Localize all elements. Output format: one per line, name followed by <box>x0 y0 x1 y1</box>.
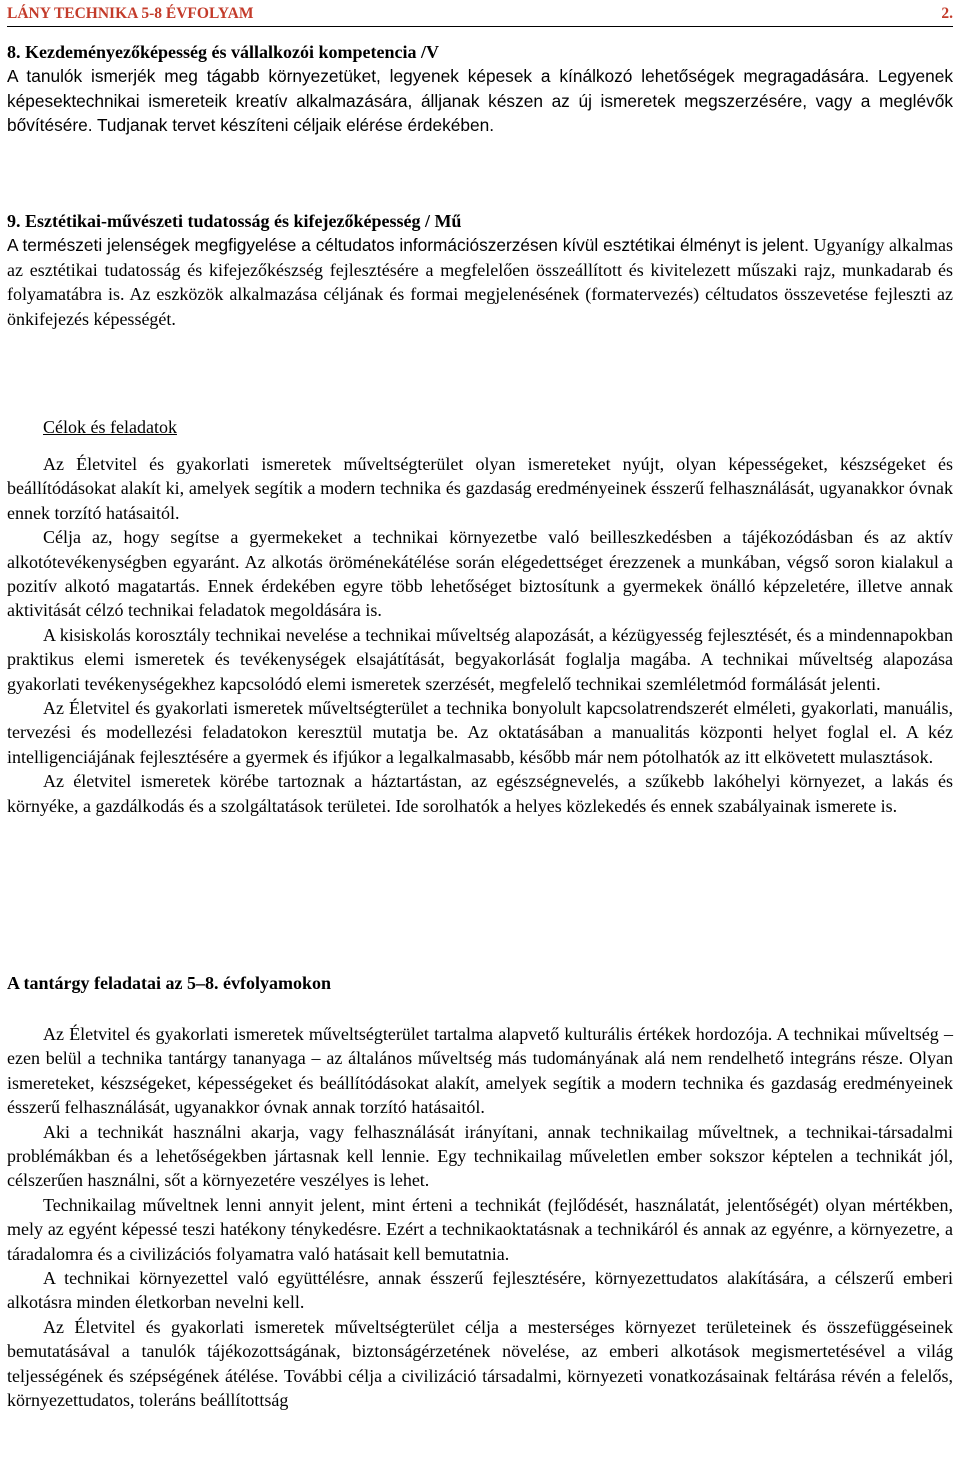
section-9-title: 9. Esztétikai-művészeti tudatosság és kifejezőképesség / Mű <box>7 211 462 231</box>
tasks-body <box>7 1022 953 1413</box>
goals-paragraph: A kisiskolás korosztály technikai nevelése a technikai műveltség alapozását, a kézügyesség fejlesztését, és a mindennapokban praktikus elemi ismeretek és tevékenységek elsajátítását, begyakorlását foglalja magába. A technikai műveltség alapozása gyakorlati tevékenységekhez kapcsolódó elemi ismeretek szerzését, megfelelő technikai szemléletmód formálását jelenti. <box>7 624 953 694</box>
section-9-text-serif: Ugyanígy alkalmas az esztétikai tudatosság és kifejezőkészség fejlesztésére a megfelelően összeállított és kivitelezett műszaki rajz, munkadarab és folyamatábra is. Az eszközök alkalmazása céljának és formai megjelenésének (formatervezés) céltudatos összevetése fejleszti az önkifejezés képességét. <box>7 235 953 329</box>
page-header <box>7 4 953 27</box>
goals-paragraph: Az életvitel ismeretek körébe tartoznak a háztartástan, az egészségnevelés, a szűkebb lakóhelyi környezet, a lakás és környéke, a gazdálkodás és a szolgáltatások területei. Ide sorolhatók a helyes közlekedés és ennek szabályainak ismerete is. <box>7 771 953 816</box>
goals-paragraph: Az Életvitel és gyakorlati ismeretek műveltségterület olyan ismereteket nyújt, olyan képességeket, készségeket és beállítódásokat alakít ki, amelyek segítik a modern technika és gazdaság eredményeinek ésszerű felhasználását, ugyanakkor óvnak ennek torzító hatásaitól. <box>7 454 953 523</box>
section-9-text-sans: A természeti jelenségek megfigyelése a céltudatos információszerzésen kívül esztétikai élményt is jelent. <box>7 235 809 256</box>
section-9-text <box>7 233 953 331</box>
tasks-paragraph: Technikailag műveltnek lenni annyit jelent, mint érteni a technikát (fejlődését, használatát, jelentőségét) olyan mértékben, mely az egyént képessé teszi hatékony ténykedésre. Ezért a technikaoktatásnak a technikáról és annak az egyénre, a környezetre, a táradalomra és a civilizációs folyamatra való hatásait kell bemutatnia. <box>7 1194 953 1264</box>
section-8-text: A tanulók ismerjék meg tágabb környezetüket, legyenek képesek a kínálkozó lehetőségek megragadására. Legyenek képesektechnikai ismereteik kreatív alkalmazására, álljanak készen az új ismeretek megszerzésére, vagy a meglévők bővítésére. Tudjanak tervet készíteni céljaik elérése érdekében. <box>7 66 953 136</box>
section-8-title: 8. Kezdeményezőképesség és vállalkozói kompetencia /V <box>7 42 439 62</box>
page-number: 2. <box>941 5 953 22</box>
tasks-paragraph: Az Életvitel és gyakorlati ismeretek műveltségterület célja a mesterséges környezet területeinek és összefüggéseinek bemutatásával a tanulók tájékozottságának, biztonságérzetének növelése, az emberi alkotások megismertetésével a világ teljességének és szépségének átélése. További célja a civilizáció társadalmi, környezeti vonatkozásainak feltárása révén a felelős, környezettudatos, toleráns beállítottság <box>7 1316 953 1411</box>
section-8 <box>7 40 953 138</box>
tasks-paragraph: Az Életvitel és gyakorlati ismeretek műveltségterület tartalma alapvető kulturális értékek hordozója. A technikai műveltség – ezen belül a technika tantárgy tananyaga – az általános műveltség más tudományának alá nem rendelhető integráns része. Olyan ismereteket, készségeket, képességeket és beállítódásokat alakít, amelyek segítik a modern technika és gazdaság eredményeinek ésszerű felhasználását, ugyanakkor óvnak annak torzító hatásaitól. <box>7 1024 953 1118</box>
goals-paragraph: Az Életvitel és gyakorlati ismeretek műveltségterület a technika bonyolult kapcsolatrendszerét elméleti, gyakorlati, manuális, tervezési és modellezési feladatokon keresztül mutatja be. Az oktatásában a manualitás központi helyet foglal el. A kéz intelligenciájának fejlesztésére a gyermek és ifjúkor a legalkalmasabb, később már nem pótolhatók az itt elkövetett mulasztások. <box>7 698 953 767</box>
header-title: LÁNY TECHNIKA 5-8 ÉVFOLYAM <box>7 5 254 22</box>
tasks-paragraph: Aki a technikát használni akarja, vagy felhasználását irányítani, annak technikailag műveltnek, a technikai-társadalmi problémákban és a lehetőségekben jártasnak kell lennie. Egy technikailag műveletlen ember sokszor képtelen a technikát jól, célszerűen használni, sőt a környezetére veszélyes is lehet. <box>7 1121 953 1191</box>
goals-body <box>7 452 953 818</box>
goals-heading: Célok és feladatok <box>43 417 177 437</box>
tasks-paragraph: A technikai környezettel való együttélésre, annak ésszerű fejlesztésére, környezettudatos alakítására, a célszerű emberi alkotásra minden életkorban nevelni kell. <box>7 1268 953 1313</box>
section-9 <box>7 209 953 331</box>
tasks-heading: A tantárgy feladatai az 5–8. évfolyamokon <box>7 973 331 993</box>
goals-paragraph: Célja az, hogy segítse a gyermekeket a technikai környezetbe való beilleszkedésben a tájékozódásban és az aktív alkotótevékenységben egyaránt. Az alkotás öröménekátélése során elégedettséget érezzenek a munkában, végső soron kialakul a pozitív alkotó magatartás. Ennek érdekében egyre több lehetőséget biztosítunk a gyermekek önálló képzeletére, illetve annak aktivitását célzó technikai feladatok megoldására is. <box>7 527 953 621</box>
